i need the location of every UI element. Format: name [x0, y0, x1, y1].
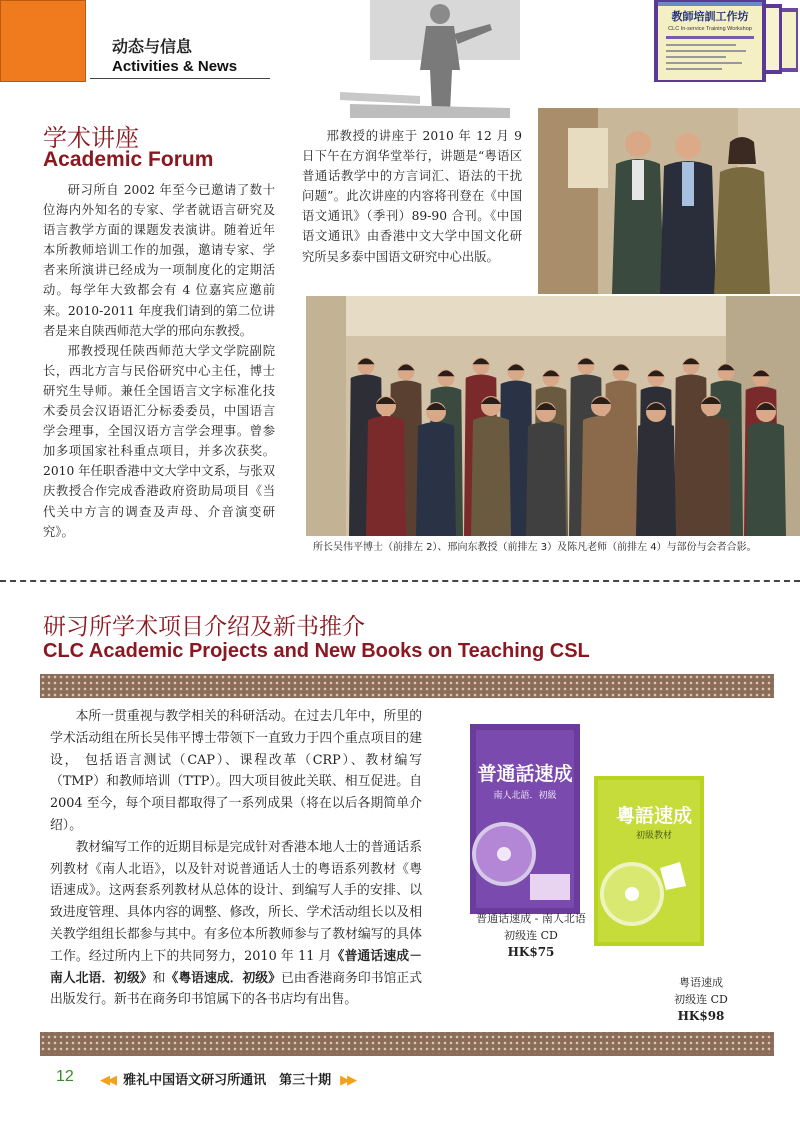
projects-paragraph-2-and: 和	[152, 970, 166, 986]
forum-paragraph-2: 邢教授现任陕西师范大学文学院副院长，西北方言与民俗研究中心主任，博士研究生导师。兼任全国语言文字标准化技术委员会汉语语汇分标委委员，中国语言学会理事，全国汉语方言学会理事。曾参加多项国家社科重点项目，并多次获奖。2010 年任职香港中文大学中文系，与张双庆教授合作完成香港政府资助局项目《当代关中方言的调查及声母、介音演变研究》。	[43, 343, 275, 539]
book-title-mandarin: 《普通话速成－南人北语．初级》	[50, 948, 423, 986]
newsletter-title: 雅礼中国语文研习所通讯 第三十期	[123, 1073, 332, 1088]
projects-paragraph-1: 本所一贯重视与教学相关的科研活动。在过去几年中，所里的学术活动组在所长吴伟平博士带领下一直致力于四个重点项目的建设， 包括语言测试（CAP）、课程改革（CRP）、教材编写（TMP）和教师培训（TTP）。四大项目彼此关联、相互促进。自 2004 至今，每个项目都取得了一系列成果（将在以后各期简单介绍）。	[50, 709, 422, 833]
book1-cover-title: 普通話速成	[477, 763, 573, 785]
book1-cover-subtitle: 南人北語．初級	[493, 791, 557, 801]
book1-edition: 初级连 CD	[504, 929, 558, 942]
book1-price: HK$75	[507, 945, 555, 959]
forum-title-en: Academic Forum	[43, 148, 214, 171]
poster-subtitle: CLC In-service Training Workshop	[668, 26, 752, 32]
book2-name: 粤语速成	[679, 976, 723, 989]
section-label-en: Activities & News	[112, 58, 238, 75]
projects-title-cn: 研习所学术项目介绍及新书推介	[43, 614, 365, 640]
projects-paragraph-2	[50, 837, 422, 1011]
header-orange-block	[0, 0, 86, 82]
forum-paragraph-1: 研习所自 2002 年至今已邀请了数十位海内外知名的专家、学者就语言研究及语言教学方面的课题发表演讲。随着近年本所教师培训工作的加强，邀请专家、学者来所演讲已经成为一项制度化的定期活动。每学年大致都会有 4 位嘉宾应邀前来。2010-2011 年度我们请到的第二位讲者是来自陕西师范大学的邢向东教授。	[43, 183, 275, 338]
forum-left-column	[43, 180, 275, 542]
group-photo-caption: 所长吴伟平博士（前排左 2）、邢向东教授（前排左 3）及陈凡老师（前排左 4）与部份与会者合影。	[313, 542, 757, 553]
forum-paragraph-3: 邢教授的讲座于 2010 年 12 月 9 日下午在方润华堂举行，讲题是“粤语区普通话教学中的方言词汇、语法的干扰问题”。此次讲座的内容将刊登在《中国语文通讯》（季刊）89-90 合刊。《中国语文通讯》由香港中文大学中国文化研究所吴多泰中国语文研究中心出版。	[302, 129, 522, 264]
book1-info	[466, 910, 596, 961]
book1-name: 普通话速成 - 南人北语	[476, 912, 586, 925]
book2-info	[646, 974, 756, 1025]
cantonese-book-cover-image	[594, 776, 704, 946]
page-number: 12	[56, 1068, 74, 1085]
newsletter-footer	[100, 1069, 354, 1088]
book2-cover-title: 粵語速成	[615, 805, 693, 827]
section-label-cn: 动态与信息	[112, 37, 193, 56]
right-arrows-icon: ▶▶	[340, 1073, 355, 1088]
projects-paragraph-2-end: 已由香港商务印书馆正式出版发行。新书在商务印书馆属下的各书店均有出售。	[50, 970, 423, 1008]
forum-mid-column	[302, 126, 522, 267]
forum-title-cn: 学术讲座	[43, 124, 139, 152]
section-divider	[0, 580, 800, 582]
footer-rule	[40, 1054, 774, 1056]
book2-cover-subtitle: 初級教材	[635, 831, 673, 841]
book-title-cantonese: 《粤语速成．初级》	[165, 970, 281, 986]
book2-price: HK$98	[677, 1009, 725, 1023]
group-photo	[306, 296, 800, 536]
lecturer-silhouette-image	[340, 0, 520, 118]
projects-title-en: CLC Academic Projects and New Books on Teaching CSL	[43, 640, 590, 662]
projects-text-column	[50, 706, 422, 1011]
projects-paragraph-2-text: 教材编写工作的近期目标是完成针对香港本地人士的普通话系列教材《南人北语》，以及针对说普通话人士的粤语系列教材《粤语速成》。这两套系列教材从总体的设计、到编写人手的安排、以致进度管理、具体内容的调整、修改，所长、学术活动组长以及相关教学组组长都参与其中。有多位本所教师参与了教材编写的具体工作。经过所内上下的共同努力，2010 年 11 月	[50, 839, 422, 964]
left-arrows-icon: ◀◀	[100, 1073, 114, 1088]
workshop-poster-image	[654, 0, 800, 82]
lecture-guests-photo	[538, 108, 800, 294]
book2-edition: 初级连 CD	[674, 993, 728, 1006]
poster-title: 教師培訓工作坊	[671, 10, 749, 23]
mandarin-book-cover-image	[470, 724, 580, 914]
header-rule	[90, 78, 270, 79]
